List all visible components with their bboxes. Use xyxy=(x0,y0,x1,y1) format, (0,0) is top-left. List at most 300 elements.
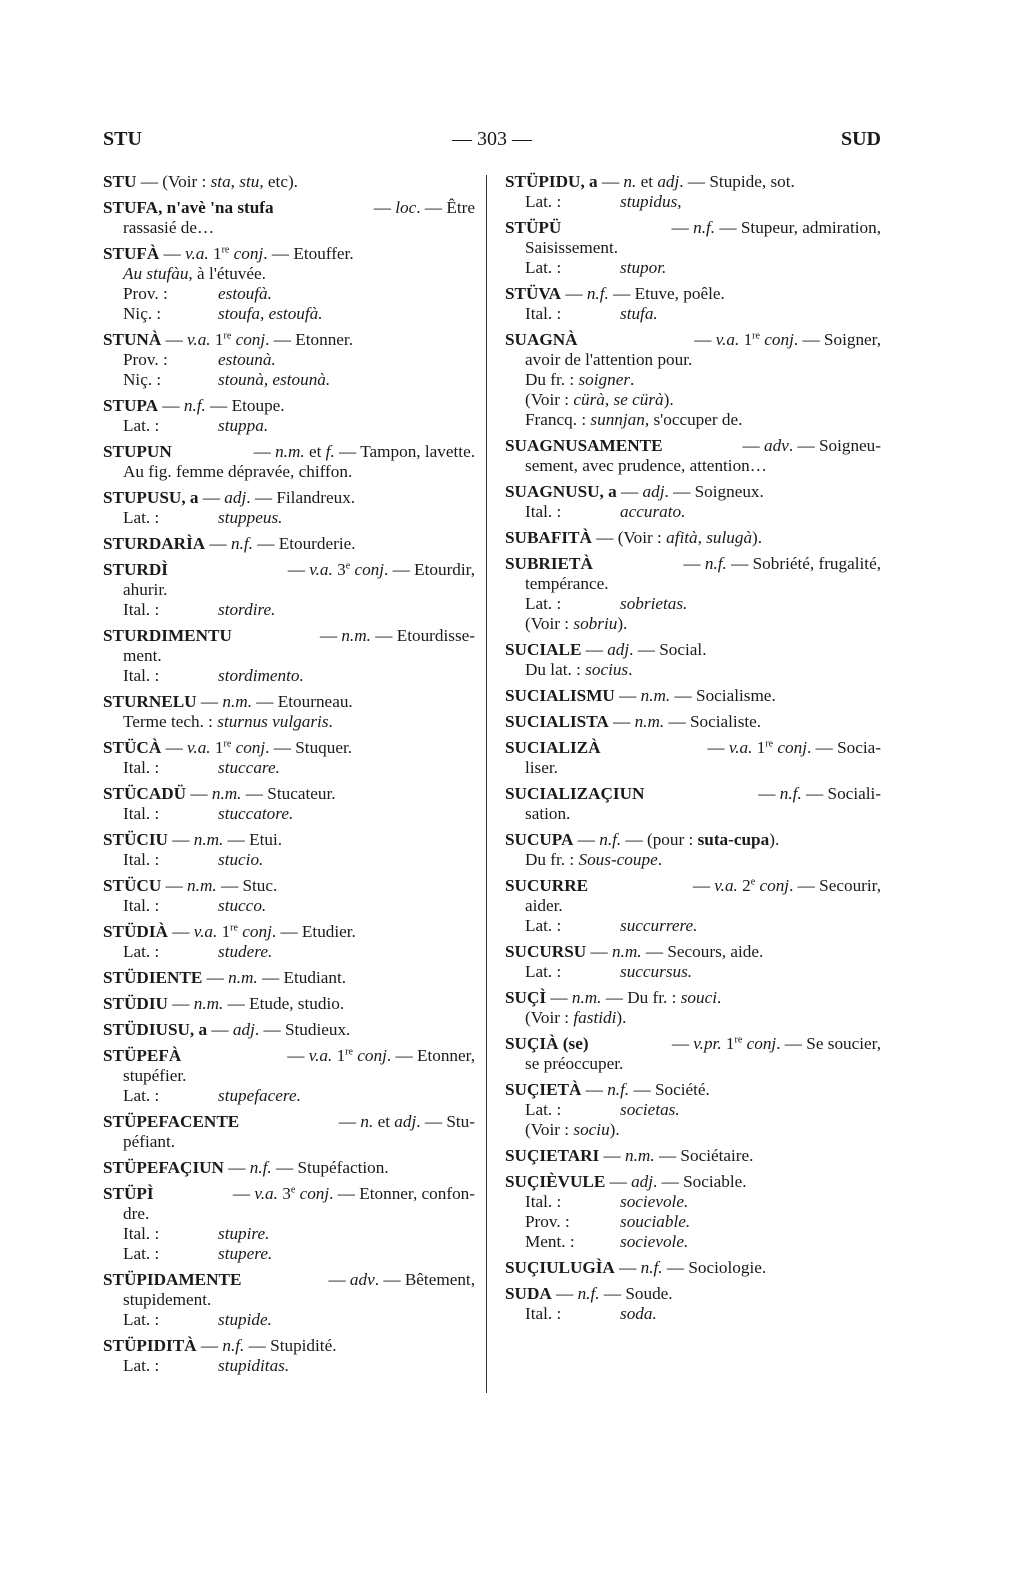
entry-first-line xyxy=(103,876,475,896)
headword: STUNÀ xyxy=(103,330,162,349)
etymology-value: stuccatore. xyxy=(218,804,294,823)
dictionary-entry xyxy=(103,244,475,324)
entry-definition: — (Voir : sta, stu, etc). xyxy=(140,172,298,191)
entry-definition: — v.a. 1re conj. — Etonner. xyxy=(165,330,353,349)
entry-definition: — n.f. — (pour : suta-cupa). xyxy=(577,830,780,849)
etymology-value: stupor. xyxy=(620,258,667,277)
etymology-label: Ital. : xyxy=(123,896,160,915)
headword: STÜDIENTE xyxy=(103,968,203,987)
etymology-line xyxy=(103,600,475,620)
entry-definition: — n.m. — Etude, studio. xyxy=(172,994,345,1013)
etymology-line xyxy=(505,192,881,212)
entry-first-line xyxy=(103,830,475,850)
entry-first-line xyxy=(505,712,881,732)
entry-see-also: (Voir : sociu). xyxy=(525,1120,620,1139)
etymology-line xyxy=(505,594,881,614)
dictionary-entry xyxy=(103,922,475,962)
etymology-label: Ital. : xyxy=(123,804,160,823)
entry-first-line xyxy=(505,218,881,238)
dictionary-entry xyxy=(103,1046,475,1106)
etymology-value: stupidus, xyxy=(620,192,682,211)
column-divider xyxy=(486,175,487,1393)
headword: STÜVA xyxy=(505,284,562,303)
etymology-line xyxy=(103,896,475,916)
headword: SUÇIULUGÌA xyxy=(505,1258,615,1277)
etymology-label: Prov. : xyxy=(123,284,168,303)
etymology-label: Lat. : xyxy=(123,1356,160,1375)
headword: STÜPIDAMENTE xyxy=(103,1270,242,1289)
entry-first-line xyxy=(505,640,881,660)
etymology-label: Lat. : xyxy=(123,1310,160,1329)
entry-first-line xyxy=(103,442,475,462)
etymology-line xyxy=(505,916,881,936)
dictionary-entry xyxy=(103,1184,475,1264)
dictionary-entry xyxy=(505,1258,881,1278)
entry-first-line xyxy=(505,1258,881,1278)
dictionary-entry xyxy=(103,876,475,916)
dictionary-entry xyxy=(103,830,475,870)
etymology-label: Niç. : xyxy=(123,370,162,389)
etymology-label: Lat. : xyxy=(525,916,562,935)
entry-continuation: stupéfier. xyxy=(123,1066,187,1085)
dictionary-entry xyxy=(103,560,475,620)
headword: SUÇIÈVULE xyxy=(505,1172,606,1191)
headword: STÜCÀ xyxy=(103,738,162,757)
etymology-label: Ital. : xyxy=(525,1304,562,1323)
etymology-value: succurrere. xyxy=(620,916,698,935)
headword: SUCIALE xyxy=(505,640,582,659)
entry-first-line xyxy=(505,738,881,758)
etymology-line xyxy=(103,350,475,370)
entry-definition: — v.a. 1re conj. — Etudier. xyxy=(172,922,356,941)
entry-definition: — n.m. et f. — Tampon, lavette. xyxy=(253,442,475,461)
dictionary-entry xyxy=(505,1172,881,1252)
etymology-value: stordimento. xyxy=(218,666,304,685)
headword: STÜDIÀ xyxy=(103,922,168,941)
etymology-value: estoufà. xyxy=(218,284,272,303)
entry-see-also: (Voir : sobriu). xyxy=(525,614,628,633)
dictionary-entry xyxy=(103,442,475,482)
headword: STÜCU xyxy=(103,876,162,895)
entry-definition: — n.f. — Société. xyxy=(585,1080,710,1099)
headword: SUCIALISMU xyxy=(505,686,615,705)
headword: STUPUSU, a xyxy=(103,488,199,507)
entry-definition: — n. et adj. — Stu- xyxy=(338,1112,475,1131)
etymology-value: sobrietas. xyxy=(620,594,688,613)
headword-group xyxy=(505,330,578,350)
dictionary-entry xyxy=(103,1270,475,1330)
etymology-line xyxy=(103,1356,475,1376)
entry-definition: — n.f. — Sociologie. xyxy=(619,1258,767,1277)
etymology-value: stupere. xyxy=(218,1244,273,1263)
entry-definition: — v.a. 1re conj. — Socia- xyxy=(707,738,881,757)
etymology-line xyxy=(103,1244,475,1264)
dictionary-entry xyxy=(505,284,881,324)
etymology-label: Niç. : xyxy=(123,304,162,323)
entry-continuation: sation. xyxy=(525,804,571,823)
headword: STÜDIUSU, a xyxy=(103,1020,208,1039)
headword: SUCIALIZAÇIUN xyxy=(505,784,645,803)
entry-definition: — n.f. — Sobriété, frugalité, xyxy=(683,554,881,573)
headword-group xyxy=(505,554,593,574)
entry-definition: — v.a. 1re conj. — Etonner, xyxy=(287,1046,475,1065)
etymology-label: Lat. : xyxy=(525,594,562,613)
headword: SUAGNÀ xyxy=(505,330,578,349)
dictionary-entry xyxy=(505,482,881,522)
entry-first-line xyxy=(505,1284,881,1304)
dictionary-entry xyxy=(103,968,475,988)
entry-first-line xyxy=(103,1046,475,1066)
headword: STUFA, n'avè 'na stufa xyxy=(103,198,274,217)
entry-definition: — n.m. — Socialiste. xyxy=(613,712,762,731)
entry-continuation: liser. xyxy=(525,758,558,777)
etymology-value: stucco. xyxy=(218,896,267,915)
dictionary-entry xyxy=(505,784,881,824)
headword: STURNELU xyxy=(103,692,197,711)
entry-first-line xyxy=(103,330,475,350)
entry-definition: — n. et adj. — Stupide, sot. xyxy=(601,172,795,191)
entry-continuation: tempérance. xyxy=(525,574,609,593)
entry-first-line xyxy=(103,922,475,942)
entry-first-line xyxy=(505,436,881,456)
headword: STÜCADÜ xyxy=(103,784,187,803)
headword: SUÇÌ xyxy=(505,988,547,1007)
entry-definition: — n.m. — Secours, aide. xyxy=(590,942,764,961)
headword-group xyxy=(103,1184,154,1204)
etymology-line xyxy=(103,666,475,686)
entry-definition: — adj. — Filandreux. xyxy=(202,488,356,507)
headword-group xyxy=(103,560,168,580)
headword-group xyxy=(505,876,588,896)
etymology-label: Ital. : xyxy=(525,1192,562,1211)
etymology-value: stounà, estounà. xyxy=(218,370,331,389)
entry-definition: — n.m. — Etudiant. xyxy=(206,968,347,987)
etymology-label: Prov. : xyxy=(525,1212,570,1231)
left-column xyxy=(103,172,475,1382)
headword: SUAGNUSU, a xyxy=(505,482,617,501)
etymology-value: soda. xyxy=(620,1304,657,1323)
entry-first-line xyxy=(505,686,881,706)
dictionary-entry xyxy=(505,640,881,680)
header-right-guide-word: SUD xyxy=(840,128,881,150)
etymology-label: Lat. : xyxy=(123,508,160,527)
entry-definition: — n.f. — Etourderie. xyxy=(209,534,356,553)
entry-definition: — n.m. — Stuc. xyxy=(165,876,278,895)
dictionary-entry xyxy=(505,830,881,870)
dictionary-entry xyxy=(103,198,475,238)
entry-definition: — n.m. — Sociétaire. xyxy=(603,1146,754,1165)
entry-first-line xyxy=(103,968,475,988)
etymology-line xyxy=(103,508,475,528)
headword: STÜPIDITÀ xyxy=(103,1336,197,1355)
entry-first-line xyxy=(103,1336,475,1356)
dictionary-entry xyxy=(103,1158,475,1178)
dictionary-entry xyxy=(505,528,881,548)
entry-first-line xyxy=(505,1172,881,1192)
entry-definition: — adv. — Soigneu- xyxy=(742,436,881,455)
headword: SUCIALIZÀ xyxy=(505,738,601,757)
etymology-value: stuccare. xyxy=(218,758,280,777)
headword: SUDA xyxy=(505,1284,552,1303)
etymology-value: stupide. xyxy=(218,1310,272,1329)
entry-definition: — n.f. — Soude. xyxy=(556,1284,673,1303)
etymology-line xyxy=(505,1192,881,1212)
entry-first-line xyxy=(103,1020,475,1040)
etymology-label: Prov. : xyxy=(123,350,168,369)
headword: STÜPEFACENTE xyxy=(103,1112,240,1131)
dictionary-entry xyxy=(505,738,881,778)
entry-definition: — v.a. 3e conj. — Etourdir, xyxy=(287,560,475,579)
dictionary-entry xyxy=(103,692,475,732)
etymology-label: Ital. : xyxy=(525,502,562,521)
headword: SUCIALISTA xyxy=(505,712,609,731)
dictionary-entry xyxy=(505,330,881,430)
entry-continuation: sement, avec prudence, attention… xyxy=(525,456,767,475)
headword: STURDÌ xyxy=(103,560,168,579)
etymology-line xyxy=(103,942,475,962)
etymology-label: Ment. : xyxy=(525,1232,575,1251)
entry-definition: — n.m. — Etourneau. xyxy=(200,692,353,711)
entry-first-line xyxy=(103,692,475,712)
entry-first-line xyxy=(103,560,475,580)
etymology-line xyxy=(103,850,475,870)
etymology-label: Lat. : xyxy=(123,1086,160,1105)
entry-note: Du lat. : socius. xyxy=(525,660,633,679)
headword: SUÇIÀ (se) xyxy=(505,1034,589,1053)
etymology-value: socievole. xyxy=(620,1232,689,1251)
entry-first-line xyxy=(103,172,475,192)
header-left-guide-word: STU xyxy=(103,128,142,150)
entry-definition: — v.a. 1re conj. — Etouffer. xyxy=(163,244,354,263)
headword: SUCURSU xyxy=(505,942,587,961)
headword-group xyxy=(103,1046,181,1066)
dictionary-entry xyxy=(103,172,475,192)
entry-first-line xyxy=(505,1146,881,1166)
etymology-line xyxy=(505,962,881,982)
entry-continuation: aider. xyxy=(525,896,563,915)
etymology-line xyxy=(505,304,881,324)
etymology-value: stucio. xyxy=(218,850,264,869)
etymology-label: Ital. : xyxy=(123,850,160,869)
dictionary-entry xyxy=(505,876,881,936)
entry-continuation: avoir de l'attention pour. xyxy=(525,350,693,369)
headword: STÜPIDU, a xyxy=(505,172,598,191)
etymology-line xyxy=(505,258,881,278)
entry-first-line xyxy=(103,994,475,1014)
entry-definition: — adv. — Bêtement, xyxy=(328,1270,475,1289)
entry-first-line xyxy=(505,784,881,804)
etymology-line xyxy=(505,1232,881,1252)
etymology-line xyxy=(103,1086,475,1106)
etymology-value: societas. xyxy=(620,1100,680,1119)
entry-note: (Voir : fastidi). xyxy=(525,1008,627,1027)
headword: STUFÀ xyxy=(103,244,160,263)
entry-first-line xyxy=(103,1184,475,1204)
entry-first-line xyxy=(505,1080,881,1100)
entry-definition: — v.pr. 1re conj. — Se soucier, xyxy=(671,1034,881,1053)
etymology-label: Ital. : xyxy=(525,304,562,323)
entry-first-line xyxy=(103,1112,475,1132)
etymology-line xyxy=(505,1304,881,1324)
etymology-value: accurato. xyxy=(620,502,686,521)
headword-group xyxy=(505,738,601,758)
etymology-value: estounà. xyxy=(218,350,276,369)
entry-continuation: stupidement. xyxy=(123,1290,212,1309)
headword-group xyxy=(505,1034,589,1054)
headword: STÜPÜ xyxy=(505,218,562,237)
entry-first-line xyxy=(505,482,881,502)
entry-first-line xyxy=(505,1034,881,1054)
entry-definition: — n.m. — Du fr. : souci. xyxy=(550,988,722,1007)
entry-first-line xyxy=(505,330,881,350)
entry-first-line xyxy=(505,284,881,304)
entry-continuation: ment. xyxy=(123,646,162,665)
entry-continuation: dre. xyxy=(123,1204,150,1223)
dictionary-entry xyxy=(505,1034,881,1074)
page-number: — 303 — xyxy=(452,128,532,150)
etymology-value: stuppeus. xyxy=(218,508,283,527)
entry-first-line xyxy=(103,534,475,554)
entry-note: Terme tech. : sturnus vulgaris. xyxy=(123,712,333,731)
dictionary-entry xyxy=(103,1112,475,1152)
entry-continuation: ahurir. xyxy=(123,580,168,599)
headword-group xyxy=(103,626,232,646)
headword: STÜPÌ xyxy=(103,1184,154,1203)
entry-first-line xyxy=(103,1158,475,1178)
etymology-line xyxy=(505,502,881,522)
entry-definition: — adj. — Social. xyxy=(585,640,707,659)
entry-continuation: rassasié de… xyxy=(123,218,215,237)
headword-group xyxy=(505,218,561,238)
entry-definition: — n.f. — Etoupe. xyxy=(162,396,285,415)
etymology-line xyxy=(103,416,475,436)
dictionary-entry xyxy=(505,172,881,212)
dictionary-entry xyxy=(103,330,475,390)
headword: SUBRIETÀ xyxy=(505,554,593,573)
entry-definition: — v.a. 2e conj. — Secourir, xyxy=(692,876,881,895)
entry-first-line xyxy=(103,738,475,758)
headword: STÜPEFÀ xyxy=(103,1046,182,1065)
entry-definition: — n.f. — Stupéfaction. xyxy=(228,1158,389,1177)
entry-continuation: péfiant. xyxy=(123,1132,176,1151)
headword-group xyxy=(103,442,172,462)
headword: STU xyxy=(103,172,137,191)
etymology-label: Lat. : xyxy=(525,192,562,211)
etymology-label: Lat. : xyxy=(525,962,562,981)
etymology-value: stordire. xyxy=(218,600,276,619)
dictionary-entry xyxy=(103,784,475,824)
etymology-line xyxy=(103,370,475,390)
entry-definition: — v.a. 1re conj. — Stuquer. xyxy=(165,738,353,757)
etymology-value: studere. xyxy=(218,942,273,961)
entry-definition: — (Voir : afità, sulugà). xyxy=(596,528,763,547)
etymology-line xyxy=(103,1310,475,1330)
etymology-line xyxy=(103,304,475,324)
entry-first-line xyxy=(103,1270,475,1290)
entry-first-line xyxy=(505,988,881,1008)
dictionary-entry xyxy=(103,1020,475,1040)
etymology-label: Lat. : xyxy=(123,416,160,435)
entry-first-line xyxy=(103,626,475,646)
etymology-line xyxy=(505,1212,881,1232)
etymology-line xyxy=(103,284,475,304)
etymology-label: Lat. : xyxy=(525,258,562,277)
dictionary-entry xyxy=(103,738,475,778)
entry-definition: — loc. — Être xyxy=(373,198,475,217)
etymology-label: Ital. : xyxy=(123,1224,160,1243)
etymology-value: stuppa. xyxy=(218,416,269,435)
entry-first-line xyxy=(103,396,475,416)
entry-note: Du fr. : soigner. (Voir : cürà, se cürà). Francq. : sunnjan, s'occuper de. xyxy=(525,370,743,429)
etymology-line xyxy=(103,758,475,778)
etymology-value: stupiditas. xyxy=(218,1356,290,1375)
dictionary-entry xyxy=(505,1146,881,1166)
etymology-value: stupire. xyxy=(218,1224,270,1243)
headword: STURDIMENTU xyxy=(103,626,232,645)
headword: SUAGNUSAMENTE xyxy=(505,436,663,455)
entry-definition: — n.f. — Etuve, poêle. xyxy=(565,284,725,303)
etymology-label: Lat. : xyxy=(525,1100,562,1119)
page-header xyxy=(103,128,881,158)
etymology-value: souciable. xyxy=(620,1212,691,1231)
entry-note: Du fr. : Sous-coupe. xyxy=(525,850,662,869)
entry-first-line xyxy=(505,528,881,548)
headword: SUBAFITÀ xyxy=(505,528,592,547)
headword: SUCURRE xyxy=(505,876,589,895)
dictionary-entry xyxy=(103,396,475,436)
dictionary-entry xyxy=(505,686,881,706)
etymology-value: stufa. xyxy=(620,304,658,323)
etymology-label: Ital. : xyxy=(123,600,160,619)
dictionary-entry xyxy=(505,1284,881,1324)
dictionary-entry xyxy=(103,488,475,528)
dictionary-entry xyxy=(103,626,475,686)
entry-continuation: Saisissement. xyxy=(525,238,619,257)
headword: STÜCIU xyxy=(103,830,168,849)
etymology-line xyxy=(103,1224,475,1244)
etymology-line xyxy=(103,804,475,824)
dictionary-entry xyxy=(505,1080,881,1140)
entry-definition: — n.m. — Etui. xyxy=(172,830,283,849)
entry-definition: — v.a. 3e conj. — Etonner, confon- xyxy=(232,1184,475,1203)
dictionary-entry xyxy=(103,534,475,554)
headword-group xyxy=(505,784,644,804)
entry-definition: — v.a. 1re conj. — Soigner, xyxy=(694,330,881,349)
headword: SUCUPA xyxy=(505,830,574,849)
headword: SUÇIETARI xyxy=(505,1146,600,1165)
dictionary-entry xyxy=(103,1336,475,1376)
entry-first-line xyxy=(505,876,881,896)
dictionary-entry xyxy=(505,436,881,476)
entry-first-line xyxy=(103,488,475,508)
etymology-value: stupefacere. xyxy=(218,1086,301,1105)
entry-continuation: Au fig. femme dépravée, chiffon. xyxy=(123,462,353,481)
entry-definition: — adj. — Soigneux. xyxy=(621,482,764,501)
etymology-value: stoufa, estoufà. xyxy=(218,304,323,323)
entry-definition: — n.f. — Stupidité. xyxy=(200,1336,337,1355)
dictionary-entry xyxy=(505,554,881,634)
entry-continuation: se préoccuper. xyxy=(525,1054,624,1073)
etymology-value: succursus. xyxy=(620,962,693,981)
headword: STUPA xyxy=(103,396,159,415)
entry-first-line xyxy=(505,830,881,850)
dictionary-entry xyxy=(505,712,881,732)
headword: SUÇIETÀ xyxy=(505,1080,582,1099)
headword: STURDARÌA xyxy=(103,534,206,553)
headword-group xyxy=(103,1112,239,1132)
entry-first-line xyxy=(505,172,881,192)
dictionary-entry xyxy=(505,218,881,278)
